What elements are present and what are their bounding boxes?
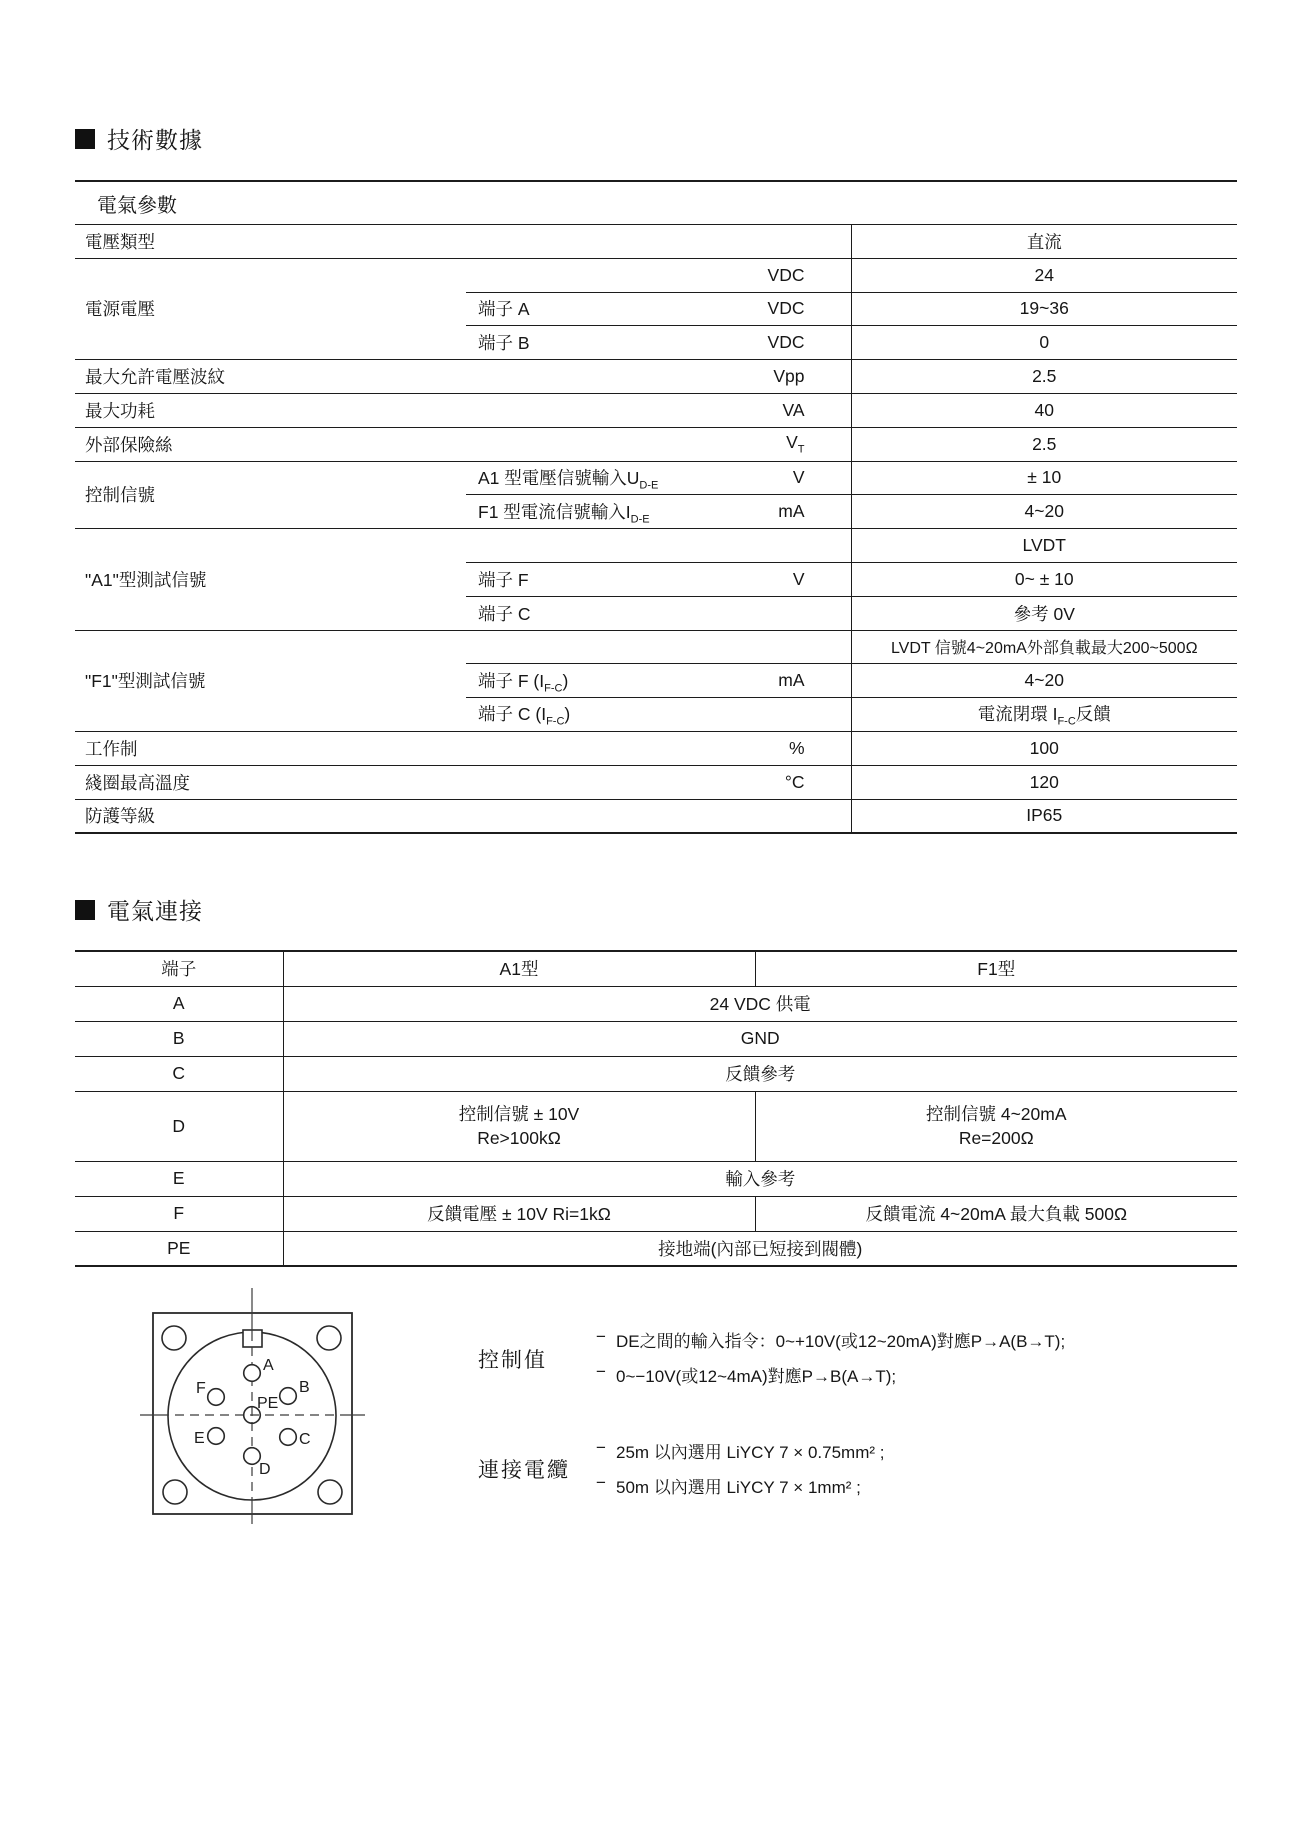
pin-c-circle	[280, 1429, 297, 1446]
param-unit: %	[745, 731, 851, 765]
pin-d-circle	[244, 1448, 261, 1465]
bullet-dash: −	[596, 1362, 606, 1381]
pin-row	[75, 1021, 1237, 1056]
page-title-text: 技術數據	[107, 127, 203, 153]
param-value: 2.5	[851, 427, 1237, 461]
param-row	[75, 799, 1237, 833]
control-note-item	[596, 1327, 1156, 1352]
param-value: 直流	[851, 225, 1237, 259]
mounting-hole-icon	[317, 1326, 341, 1350]
pin-description: GND	[283, 1021, 1237, 1056]
pin-description-a1: 反饋電壓 ± 10V Ri=1kΩ	[283, 1196, 755, 1231]
electrical-connection-table	[75, 950, 1237, 1267]
param-unit: mA	[745, 664, 851, 698]
param-sub: 端子 C $(I_{F-C})$	[466, 698, 745, 732]
pin-row	[75, 1196, 1237, 1231]
black-square-icon	[75, 129, 95, 149]
control-note-text: DE之間的輸入指令：0~+10V(或12~20mA)對應P→A(B→T);	[616, 1332, 1066, 1351]
param-sub: 端子 C	[466, 596, 745, 630]
bullet-dash: −	[596, 1438, 606, 1457]
cable-note-item	[596, 1438, 1156, 1463]
param-sub: 端子 B	[466, 326, 745, 360]
param-value: 0~ ± 10	[851, 562, 1237, 596]
param-label: 電壓類型	[75, 225, 851, 259]
param-label: 外部保險絲	[75, 427, 745, 461]
param-value: 120	[851, 765, 1237, 799]
pin-description-a1: 控制信號 ± 10V Re>100kΩ	[283, 1091, 755, 1161]
param-unit	[745, 630, 851, 664]
mounting-hole-icon	[318, 1480, 342, 1504]
control-note-item	[596, 1362, 1156, 1387]
param-unit: V	[745, 562, 851, 596]
param-row	[75, 630, 1237, 664]
pin-description-f1: 反饋電流 4~20mA 最大負載 500Ω	[755, 1196, 1237, 1231]
pin-id: E	[75, 1161, 283, 1196]
control-note-text: 0~−10V(或12~4mA)對應P→B(A→T);	[616, 1367, 897, 1386]
param-value: 電流閉環 $I_{F-C}$反饋	[851, 698, 1237, 732]
param-sub: 端子 F $(I_{F-C})$	[466, 664, 745, 698]
pin-a-label: A	[263, 1357, 274, 1374]
param-unit: VDC	[745, 258, 851, 292]
pin-f-circle	[208, 1389, 225, 1406]
pin-e-circle	[208, 1428, 225, 1445]
param-value: LVDT	[851, 529, 1237, 563]
mounting-hole-icon	[163, 1480, 187, 1504]
pin-row	[75, 986, 1237, 1021]
param-value: 參考 0V	[851, 596, 1237, 630]
pin-id: F	[75, 1196, 283, 1231]
pin-id: D	[75, 1091, 283, 1161]
param-value: 0	[851, 326, 1237, 360]
electrical-parameters-table	[75, 180, 1237, 834]
param-label: 最大允許電壓波紋	[75, 360, 745, 394]
pin-a-circle	[244, 1365, 261, 1382]
cable-note-item	[596, 1473, 1156, 1498]
param-value: 2.5	[851, 360, 1237, 394]
param-unit: °C	[745, 765, 851, 799]
bullet-dash: −	[596, 1327, 606, 1346]
param-sub	[466, 529, 745, 563]
param-value: 40	[851, 393, 1237, 427]
param-row	[75, 258, 1237, 292]
param-label: "A1"型測試信號	[75, 529, 466, 630]
pin-d-label: D	[259, 1461, 271, 1478]
connection-header-row	[75, 951, 1237, 986]
pin-description: 接地端(內部已短接到閥體)	[283, 1231, 1237, 1266]
pin-id: C	[75, 1056, 283, 1091]
param-value: 4~20	[851, 495, 1237, 529]
control-value-label: 控制值	[478, 1349, 547, 1372]
param-label: 最大功耗	[75, 393, 745, 427]
param-row	[75, 731, 1237, 765]
pin-id: PE	[75, 1231, 283, 1266]
param-unit: V	[745, 461, 851, 495]
col-header-a1: A1型	[283, 951, 755, 986]
col-header-f1: F1型	[755, 951, 1237, 986]
param-unit	[745, 596, 851, 630]
param-label: 防護等級	[75, 799, 851, 833]
param-sub: F1 型電流信號輸入$I_{D-E}$	[466, 495, 745, 529]
param-row	[75, 529, 1237, 563]
pin-row	[75, 1231, 1237, 1266]
pin-c-label: C	[299, 1431, 311, 1448]
param-unit: VA	[745, 393, 851, 427]
mounting-hole-icon	[162, 1326, 186, 1350]
param-label: "F1"型測試信號	[75, 630, 466, 731]
pin-id: A	[75, 986, 283, 1021]
page-title	[75, 122, 203, 155]
param-label: 控制信號	[75, 461, 466, 529]
param-value: 4~20	[851, 664, 1237, 698]
pin-row	[75, 1091, 1237, 1161]
pin-b-label: B	[299, 1379, 310, 1396]
pin-description-f1: 控制信號 4~20mA Re=200Ω	[755, 1091, 1237, 1161]
param-value: 24	[851, 258, 1237, 292]
param-unit	[745, 529, 851, 563]
pin-description: 24 VDC 供電	[283, 986, 1237, 1021]
param-sub	[466, 258, 745, 292]
param-unit: Vpp	[745, 360, 851, 394]
param-unit: mA	[745, 495, 851, 529]
cable-note-text: 50m 以內選用 LiYCY 7 × 1mm² ;	[616, 1478, 861, 1497]
param-unit: VDC	[745, 326, 851, 360]
param-row	[75, 393, 1237, 427]
pin-f-label: F	[196, 1380, 206, 1397]
param-value: 100	[851, 731, 1237, 765]
param-row	[75, 360, 1237, 394]
param-unit: VDC	[745, 292, 851, 326]
param-label: 電源電壓	[75, 258, 466, 359]
cable-label: 連接電纜	[478, 1459, 570, 1482]
table-section-header	[75, 181, 1237, 225]
param-unit: $V_T$	[745, 427, 851, 461]
pin-pe-label: PE	[257, 1395, 279, 1412]
pin-row	[75, 1056, 1237, 1091]
param-value: LVDT 信號4~20mA外部負載最大200~500Ω	[851, 630, 1237, 664]
param-value: 19~36	[851, 292, 1237, 326]
section-title-text: 電氣連接	[107, 898, 203, 924]
param-sub: 端子 A	[466, 292, 745, 326]
param-row	[75, 461, 1237, 495]
param-value: IP65	[851, 799, 1237, 833]
param-sub: 端子 F	[466, 562, 745, 596]
param-unit	[745, 698, 851, 732]
param-sub: A1 型電壓信號輸入$U_{D-E}$	[466, 461, 745, 495]
param-label: 工作制	[75, 731, 745, 765]
table-section-title: 電氣參數	[75, 181, 1237, 225]
cable-note-text: 25m 以內選用 LiYCY 7 × 0.75mm² ;	[616, 1443, 885, 1462]
param-row	[75, 765, 1237, 799]
param-sub	[466, 630, 745, 664]
col-header-terminal: 端子	[75, 951, 283, 986]
black-square-icon	[75, 900, 95, 920]
pin-b-circle	[280, 1388, 297, 1405]
pin-description: 反饋參考	[283, 1056, 1237, 1091]
pin-id: B	[75, 1021, 283, 1056]
param-value: ± 10	[851, 461, 1237, 495]
connector-diagram	[138, 1283, 378, 1533]
param-row	[75, 427, 1237, 461]
param-label: 綫圈最高溫度	[75, 765, 745, 799]
pin-description: 輸入參考	[283, 1161, 1237, 1196]
section-title-electrical-connection	[75, 893, 203, 926]
bullet-dash: −	[596, 1473, 606, 1492]
param-row	[75, 225, 1237, 259]
pin-e-label: E	[194, 1430, 205, 1447]
pin-row	[75, 1161, 1237, 1196]
